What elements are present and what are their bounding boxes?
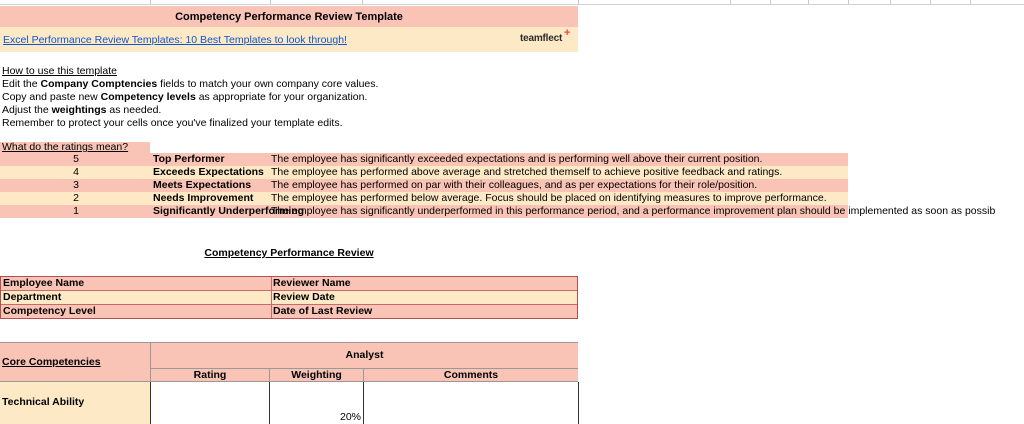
column-header-strip [0,0,1024,5]
rating-description: The employee has performed below average. Focus should be placed on identifying measures to improve performance. [271,192,827,204]
rating-row [0,192,848,205]
last-review-label[interactable]: Date of Last Review [273,305,373,317]
analyst-header: Analyst [345,349,384,361]
rating-name: Needs Improvement [153,192,254,204]
employee-info-table [0,276,578,319]
review-date-label[interactable]: Review Date [273,291,335,303]
rating-name: Meets Expectations [153,179,252,191]
competency-header [0,342,578,382]
review-title: Competency Performance Review [204,247,374,259]
rating-row [0,153,848,166]
rating-row [0,179,848,192]
rating-description: The employee has performed above average and stretched themself to achieve positive feedback and ratings. [271,166,783,178]
info-row [1,277,577,291]
employee-name-label[interactable]: Employee Name [1,277,272,290]
howto-line-2: Copy and paste new Competency levels as appropriate for your organization. [2,91,368,103]
competency-name-cell: Technical Ability [0,382,150,424]
howto-line-3: Adjust the weightings as needed. [2,104,162,116]
rating-name: Exceeds Expectations [153,166,264,178]
rating-number: 3 [73,179,79,191]
comments-cell[interactable] [363,382,579,424]
howto-line-4: Remember to protect your cells once you've finalized your template edits. [2,117,343,129]
rating-row [0,205,996,218]
rating-column-header: Rating [193,369,227,381]
rating-number: 4 [73,166,79,178]
rating-description: The employee has significantly exceeded expectations and is performing well above their current position. [271,153,763,165]
teamflect-logo: teamflect [520,33,563,44]
logo-plus-icon: + [564,27,571,39]
weighting-column-header: Weighting [291,369,342,381]
ratings-heading: What do the ratings mean? [0,142,150,153]
howto-heading: How to use this template [2,65,117,77]
howto-line-1: Edit the Company Comptencies fields to match your own company core values. [2,78,379,90]
rating-name: Top Performer [153,153,225,165]
rating-number: 1 [73,205,79,217]
template-title: Competency Performance Review Template [0,6,578,27]
info-row [1,305,577,318]
competency-level-label[interactable]: Competency Level [1,305,272,318]
templates-link[interactable]: Excel Performance Review Templates: 10 Best Templates to look through! [3,34,347,46]
reviewer-name-label[interactable]: Reviewer Name [273,277,351,289]
link-row [0,27,578,52]
rating-name: Significantly Underperforming [153,205,305,217]
rating-description: The employee has performed on par with their colleagues, and as per expectations for their role/position. [271,179,758,191]
rating-number: 2 [73,192,79,204]
rating-description: The employee has significantly underperformed in this performance period, and a performance improvement plan should be implemented as soon as possib [271,205,996,217]
weighting-value: 20% [339,411,361,423]
department-label[interactable]: Department [1,291,272,304]
info-row [1,291,577,305]
core-competencies-header: Core Competencies [2,356,101,368]
rating-cell[interactable] [150,382,269,424]
competency-row [0,381,578,424]
weighting-cell[interactable] [269,382,363,424]
rating-row [0,166,848,179]
rating-number: 5 [73,153,79,165]
comments-column-header: Comments [443,369,499,381]
